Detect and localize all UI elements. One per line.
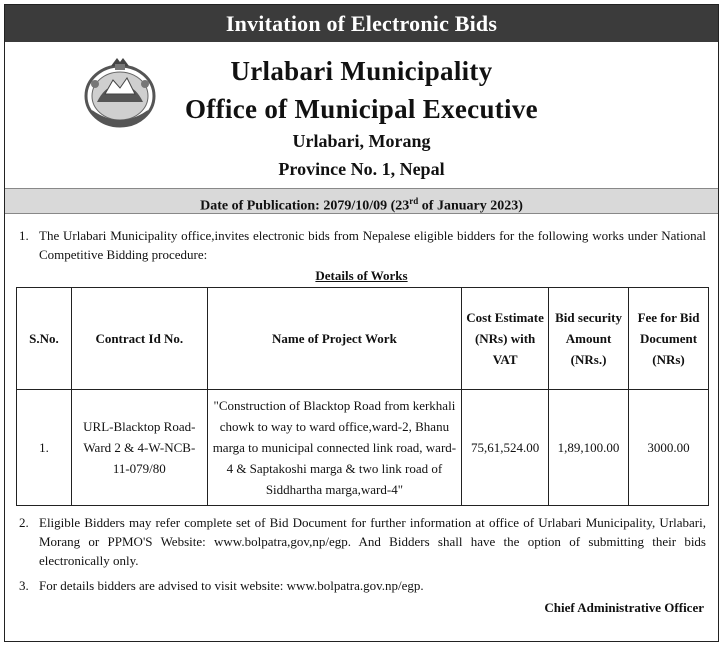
cell-contract-id: URL-Blacktop Road-Ward 2 & 4-W-NCB-11-079/80 — [71, 390, 207, 506]
paragraph-text: Eligible Bidders may refer complete set of Bid Document for further information at office of Urlabari Municipality, Urlabari, Morang or PPMO'S Website: www.bolpatra,gov,np/egp. And Bidders shall have the option of submitting their bids electronically only. — [39, 515, 706, 568]
location-line: Urlabari, Morang — [292, 131, 431, 151]
col-header-contract-id: Contract Id No. — [71, 288, 207, 390]
table-header-row — [17, 288, 709, 390]
works-heading: Details of Works — [315, 268, 408, 283]
publication-date — [5, 188, 718, 214]
paragraph-number: 1. — [19, 228, 29, 243]
cell-project-name: "Construction of Blacktop Road from kerkhali chowk to way to ward office,ward-2, Bhanu marga to municipal connected link road, ward-4 & Saptakoshi marga & two link road of Siddhartha marga,ward-4" — [207, 390, 461, 506]
paragraph-3 — [5, 576, 718, 595]
signatory-title: Chief Administrative Officer — [544, 600, 704, 615]
col-header-document-fee: Fee for Bid Document (NRs) — [629, 288, 709, 390]
publication-date-prefix: Date of Publication: 2079/10/09 (23 — [200, 198, 410, 214]
province-line: Province No. 1, Nepal — [278, 159, 445, 179]
table-row — [17, 390, 709, 506]
notice-banner: Invitation of Electronic Bids — [5, 5, 718, 42]
cell-document-fee: 3000.00 — [629, 390, 709, 506]
col-header-sno: S.No. — [17, 288, 72, 390]
cell-sno: 1. — [17, 390, 72, 506]
cell-bid-security: 1,89,100.00 — [549, 390, 629, 506]
paragraph-text: The Urlabari Municipality office,invites electronic bids from Nepalese eligible bidders for the following works under National Competitive Bidding procedure: — [39, 228, 706, 262]
works-table — [16, 287, 709, 506]
municipality-name: Urlabari Municipality — [230, 56, 493, 86]
notice-header — [5, 42, 718, 188]
paragraph-number: 2. — [19, 515, 29, 530]
paragraph-2 — [5, 513, 718, 570]
col-header-cost-estimate: Cost Estimate (NRs) with VAT — [462, 288, 549, 390]
paragraph-text: For details bidders are advised to visit website: www.bolpatra.gov.np/egp. — [39, 578, 424, 593]
col-header-project-name: Name of Project Work — [207, 288, 461, 390]
paragraph-1 — [5, 226, 718, 264]
col-header-bid-security: Bid security Amount (NRs.) — [549, 288, 629, 390]
publication-date-ordinal: rd — [409, 196, 419, 206]
bid-notice — [4, 4, 719, 642]
cell-cost-estimate: 75,61,524.00 — [462, 390, 549, 506]
paragraph-number: 3. — [19, 578, 29, 593]
publication-date-suffix: of January 2023) — [418, 198, 523, 214]
office-name: Office of Municipal Executive — [185, 94, 538, 124]
